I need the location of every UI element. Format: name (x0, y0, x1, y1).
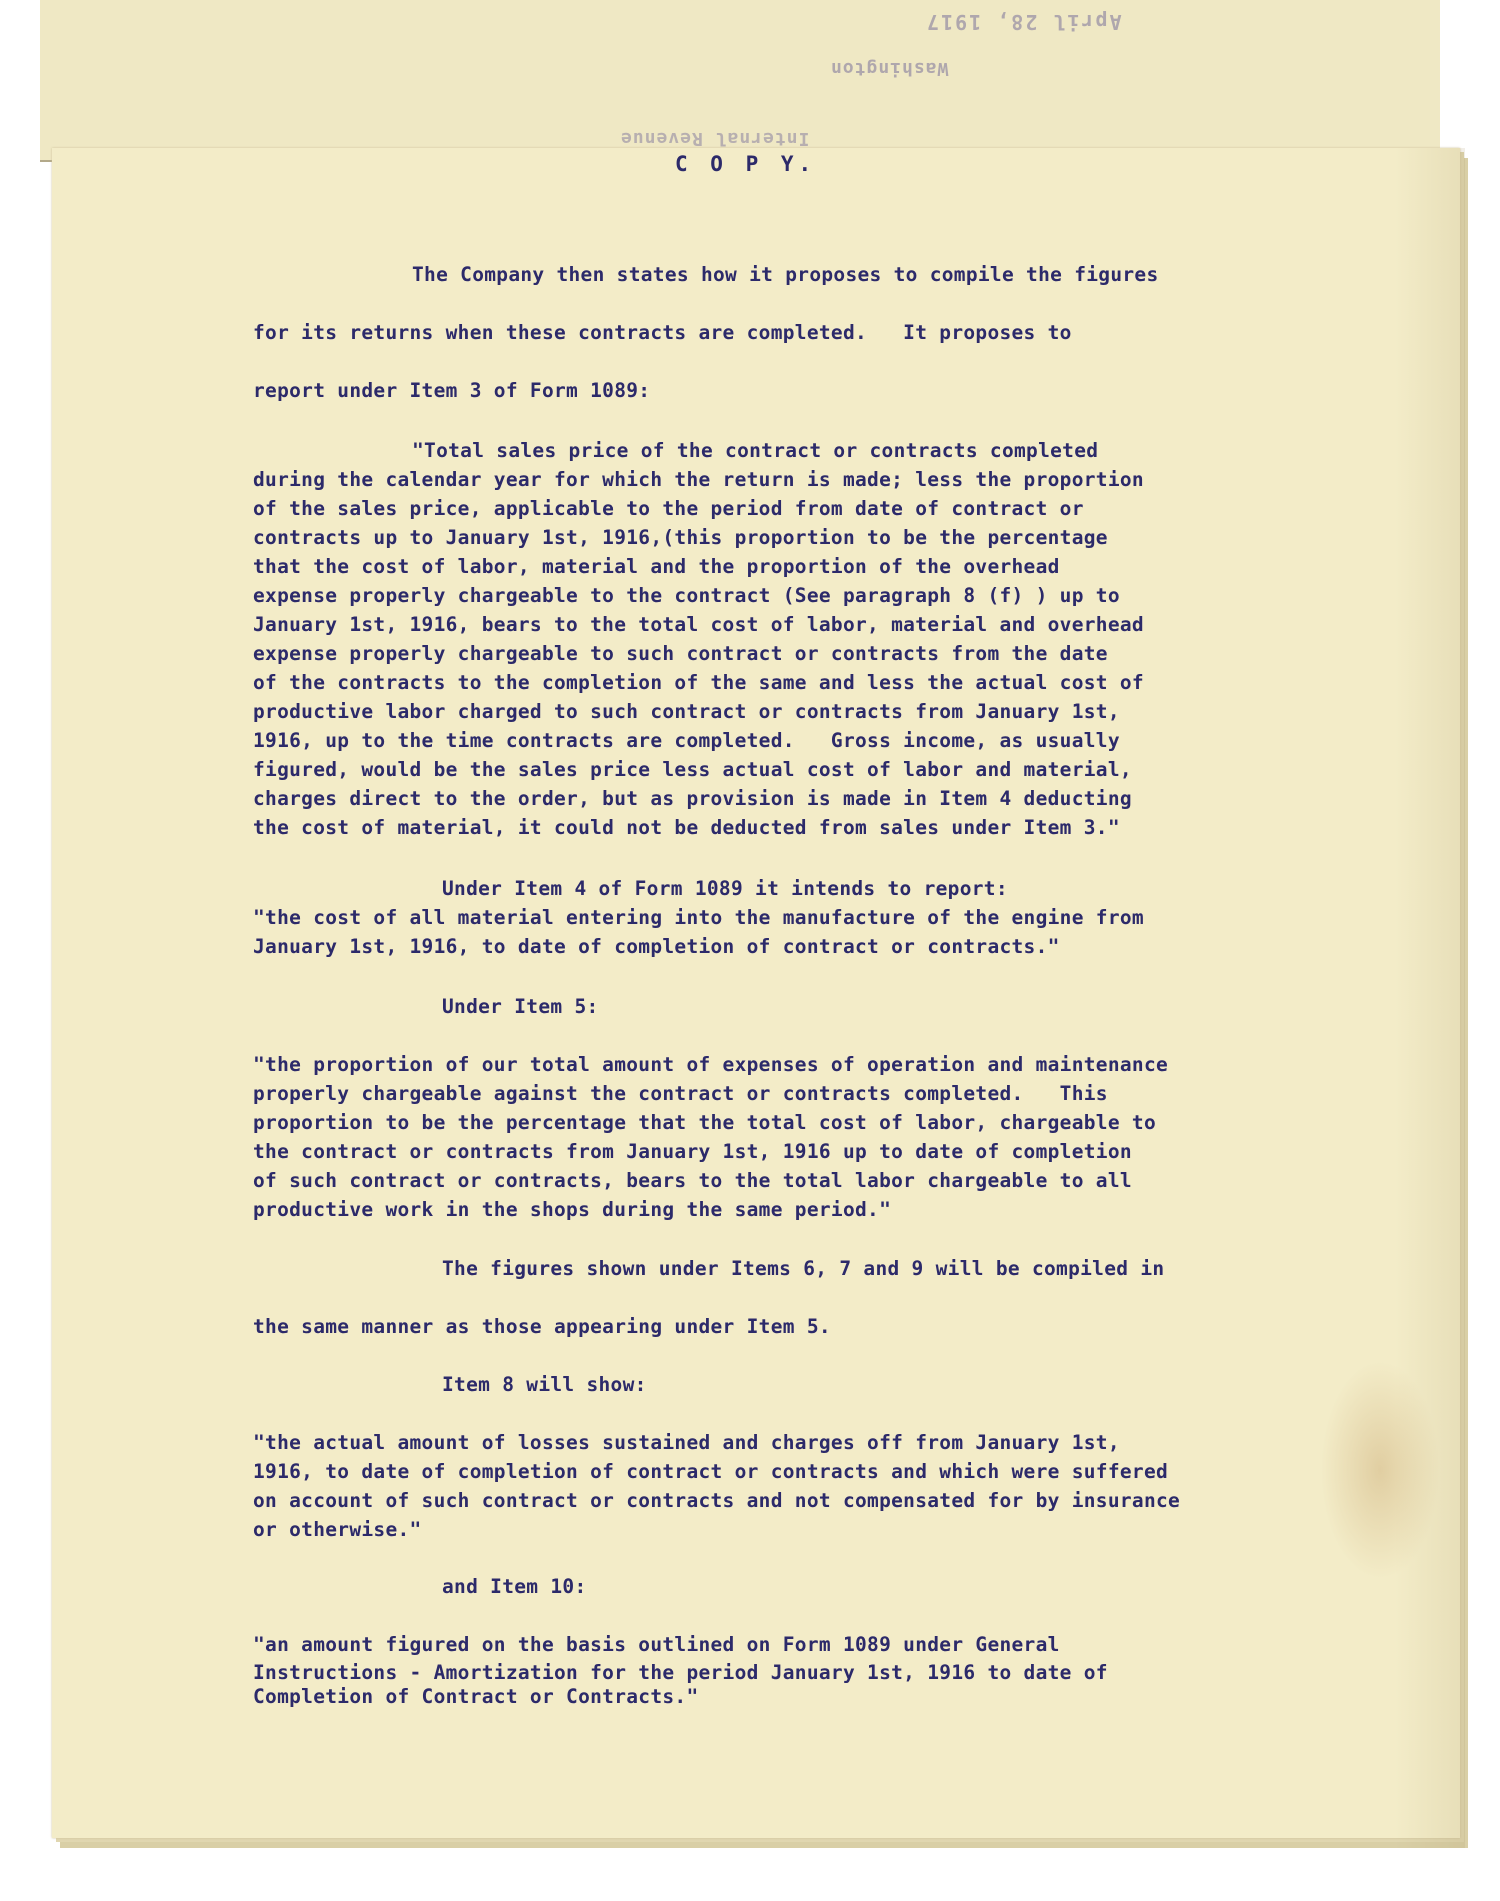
quote-3-line-3: proportion to be the percentage that the total cost of labor, chargeable to (253, 1111, 1156, 1134)
quote-5-line-4: or otherwise." (253, 1518, 422, 1541)
quote-3-line-4: the contract or contracts from January 1st, 1916 up to date of completion (253, 1140, 1132, 1163)
quote-1-line-6: expense properly chargeable to the contract (See paragraph 8 (f) ) up to (253, 584, 1120, 607)
quote-1-line-3: of the sales price, applicable to the period from date of contract or (253, 497, 1084, 520)
quote-1-line-9: of the contracts to the completion of the same and less the actual cost of (253, 671, 1144, 694)
quote-5-line-1: "the actual amount of losses sustained and charges off from January 1st, (253, 1431, 1120, 1454)
quote-5-line-2: 1916, to date of completion of contract or contracts and which were suffered (253, 1460, 1169, 1483)
paragraph-2-line-1: Under Item 4 of Form 1089 it intends to report: (442, 877, 1008, 900)
bleed-through-city: Washington (830, 58, 949, 79)
quote-1-line-2: during the calendar year for which the return is made; less the proportion (253, 468, 1144, 491)
quote-1-line-1: "Total sales price of the contract or contracts completed (412, 439, 1099, 462)
quote-5-line-3: on account of such contract or contracts and not compensated for by insurance (253, 1489, 1181, 1512)
paragraph-6-heading: and Item 10: (442, 1575, 587, 1598)
quote-6-line-3: Completion of Contract or Contracts." (253, 1685, 699, 1708)
paragraph-2-line-2: "the cost of all material entering into the manufacture of the engine from (253, 906, 1144, 929)
quote-1-line-14: the cost of material, it could not be deducted from sales under Item 3." (253, 816, 1120, 839)
quote-1-line-12: figured, would be the sales price less actual cost of labor and material, (253, 758, 1132, 781)
quote-1-line-8: expense properly chargeable to such contract or contracts from the date (253, 642, 1108, 665)
quote-1-line-5: that the cost of labor, material and the proportion of the overhead (253, 555, 1060, 578)
paragraph-4-line-1: The figures shown under Items 6, 7 and 9 will be compiled in (442, 1257, 1165, 1280)
bleed-through-department: Internal Revenue (620, 128, 810, 149)
paragraph-2-line-3: January 1st, 1916, to date of completion of contract or contracts." (253, 935, 1060, 958)
bleed-through-date: April 28, 1917 (925, 10, 1122, 34)
quote-3-line-6: productive work in the shops during the same period." (253, 1198, 892, 1221)
quote-1-line-11: 1916, up to the time contracts are completed. Gross income, as usually (253, 729, 1120, 752)
quote-3-line-1: "the proportion of our total amount of expenses of operation and maintenance (253, 1053, 1169, 1076)
quote-3-line-2: properly chargeable against the contract or contracts completed. This (253, 1082, 1108, 1105)
paragraph-1-line-1: The Company then states how it proposes to compile the figures (412, 263, 1159, 286)
paragraph-3-heading: Under Item 5: (442, 995, 599, 1018)
paragraph-1-line-2: for its returns when these contracts are completed. It proposes to (253, 321, 1072, 344)
quote-6-line-2: Instructions - Amortization for the period January 1st, 1916 to date of (253, 1661, 1108, 1684)
quote-6-line-1: "an amount figured on the basis outlined on Form 1089 under General (253, 1633, 1060, 1656)
paragraph-4-line-2: the same manner as those appearing under Item 5. (253, 1315, 831, 1338)
quote-1-line-10: productive labor charged to such contract or contracts from January 1st, (253, 700, 1120, 723)
quote-1-line-7: January 1st, 1916, bears to the total cost of labor, material and overhead (253, 613, 1144, 636)
page-heading: C O P Y. (675, 152, 817, 176)
paragraph-5-heading: Item 8 will show: (442, 1373, 647, 1396)
quote-3-line-5: of such contract or contracts, bears to the total labor chargeable to all (253, 1169, 1132, 1192)
quote-1-line-4: contracts up to January 1st, 1916,(this proportion to be the percentage (253, 526, 1108, 549)
quote-1-line-13: charges direct to the order, but as provision is made in Item 4 deducting (253, 787, 1132, 810)
paragraph-1-line-3: report under Item 3 of Form 1089: (253, 379, 651, 402)
